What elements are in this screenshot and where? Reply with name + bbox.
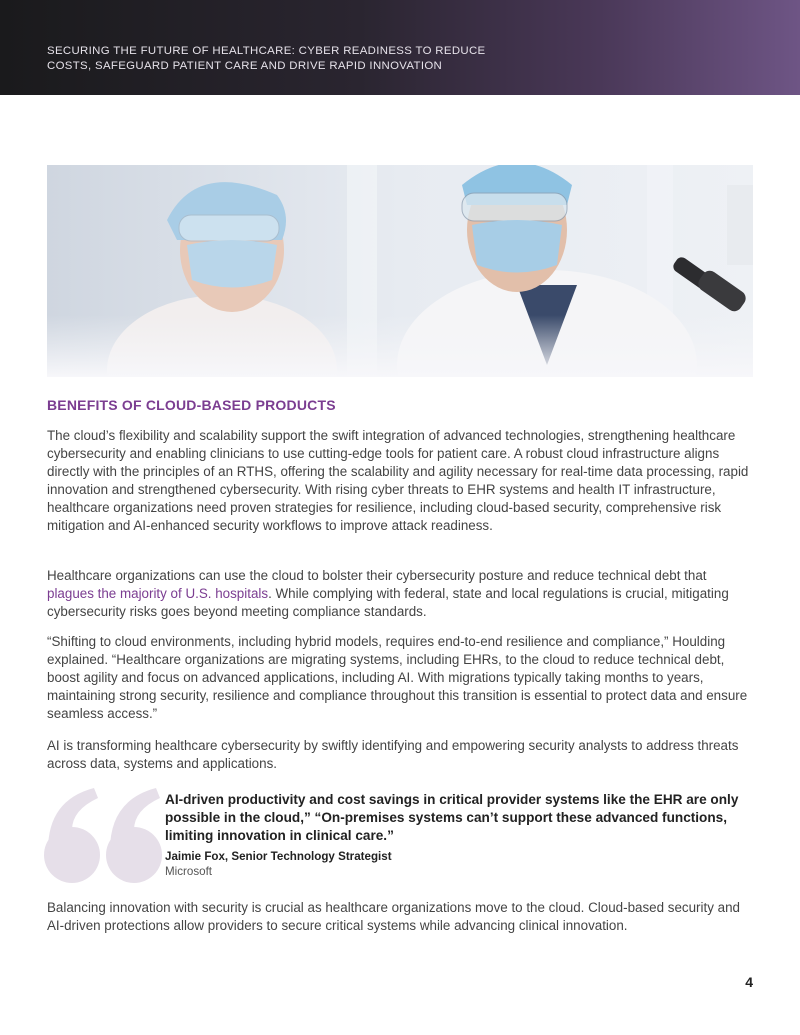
- hero-photo-lab-scientists: [47, 165, 753, 377]
- header-title: [47, 44, 607, 74]
- quote-organization: Microsoft: [165, 865, 213, 878]
- page-number: 4: [745, 974, 753, 990]
- page-header: [0, 0, 800, 95]
- pull-quote-text: AI-driven productivity and cost savings in critical provider systems like the EHR are only possible in the cloud,” “On-premises systems can’t support these advanced functions, limiting innovation in clinical care.”: [165, 792, 739, 843]
- paragraph-text: . While complying with federal, state and local regulations is crucial, mitigating cybersecurity risks goes beyond meeting compliance standards.: [47, 586, 729, 620]
- paragraph-text: Healthcare organizations can use the cloud to bolster their cybersecurity posture and reduce technical debt that: [47, 568, 707, 583]
- paragraph-cloud-flexibility: The cloud’s flexibility and scalability support the swift integration of advanced technologies, strengthening healthcare cybersecurity and enabling clinicians to use cutting-edge tools for patient care. A robust cloud infrastructure aligns directly with the principles of an RTHS, offering the scalability and agility necessary for real-time data processing, rapid innovation and strengthened cybersecurity. With rising cyber threats to EHR systems and health IT infrastructure, healthcare organizations need proven strategies for resilience, including cloud-based security, comprehensive risk mitigation and AI-enhanced security workflows to improve attack readiness.: [47, 428, 749, 534]
- paragraph-technical-debt: [47, 567, 757, 621]
- section-heading: BENEFITS OF CLOUD-BASED PRODUCTS: [47, 397, 336, 413]
- header-title-line-1: SECURING THE FUTURE OF HEALTHCARE: CYBER READINESS TO REDUCE: [47, 45, 486, 57]
- paragraph-ai-transforming: AI is transforming healthcare cybersecurity by swiftly identifying and empowering security analysts to address threats across data, systems and applications.: [47, 738, 739, 772]
- header-title-line-2: COSTS, SAFEGUARD PATIENT CARE AND DRIVE RAPID INNOVATION: [47, 60, 443, 72]
- paragraph-houlding-quote: “Shifting to cloud environments, including hybrid models, requires end-to-end resilience and compliance,” Houlding explained. “Healthcare organizations are migrating systems, including EHRs, to the cloud to reduce technical debt, boost agility and focus on advanced applications, including AI. With migrations typically taking months to years, maintaining strong security, resilience and compliance throughout this transition is essential to protect data and ensure seamless access.”: [47, 634, 748, 722]
- paragraph-balancing-innovation: Balancing innovation with security is crucial as healthcare organizations move to the cloud. Cloud-based security and AI-driven protections allow providers to secure critical systems while advancing clinical innovation.: [47, 900, 740, 934]
- hospitals-link[interactable]: plagues the majority of U.S. hospitals: [47, 586, 269, 602]
- quote-author: Jaimie Fox, Senior Technology Strategist: [165, 850, 392, 863]
- quote-mark-icon: [42, 770, 162, 900]
